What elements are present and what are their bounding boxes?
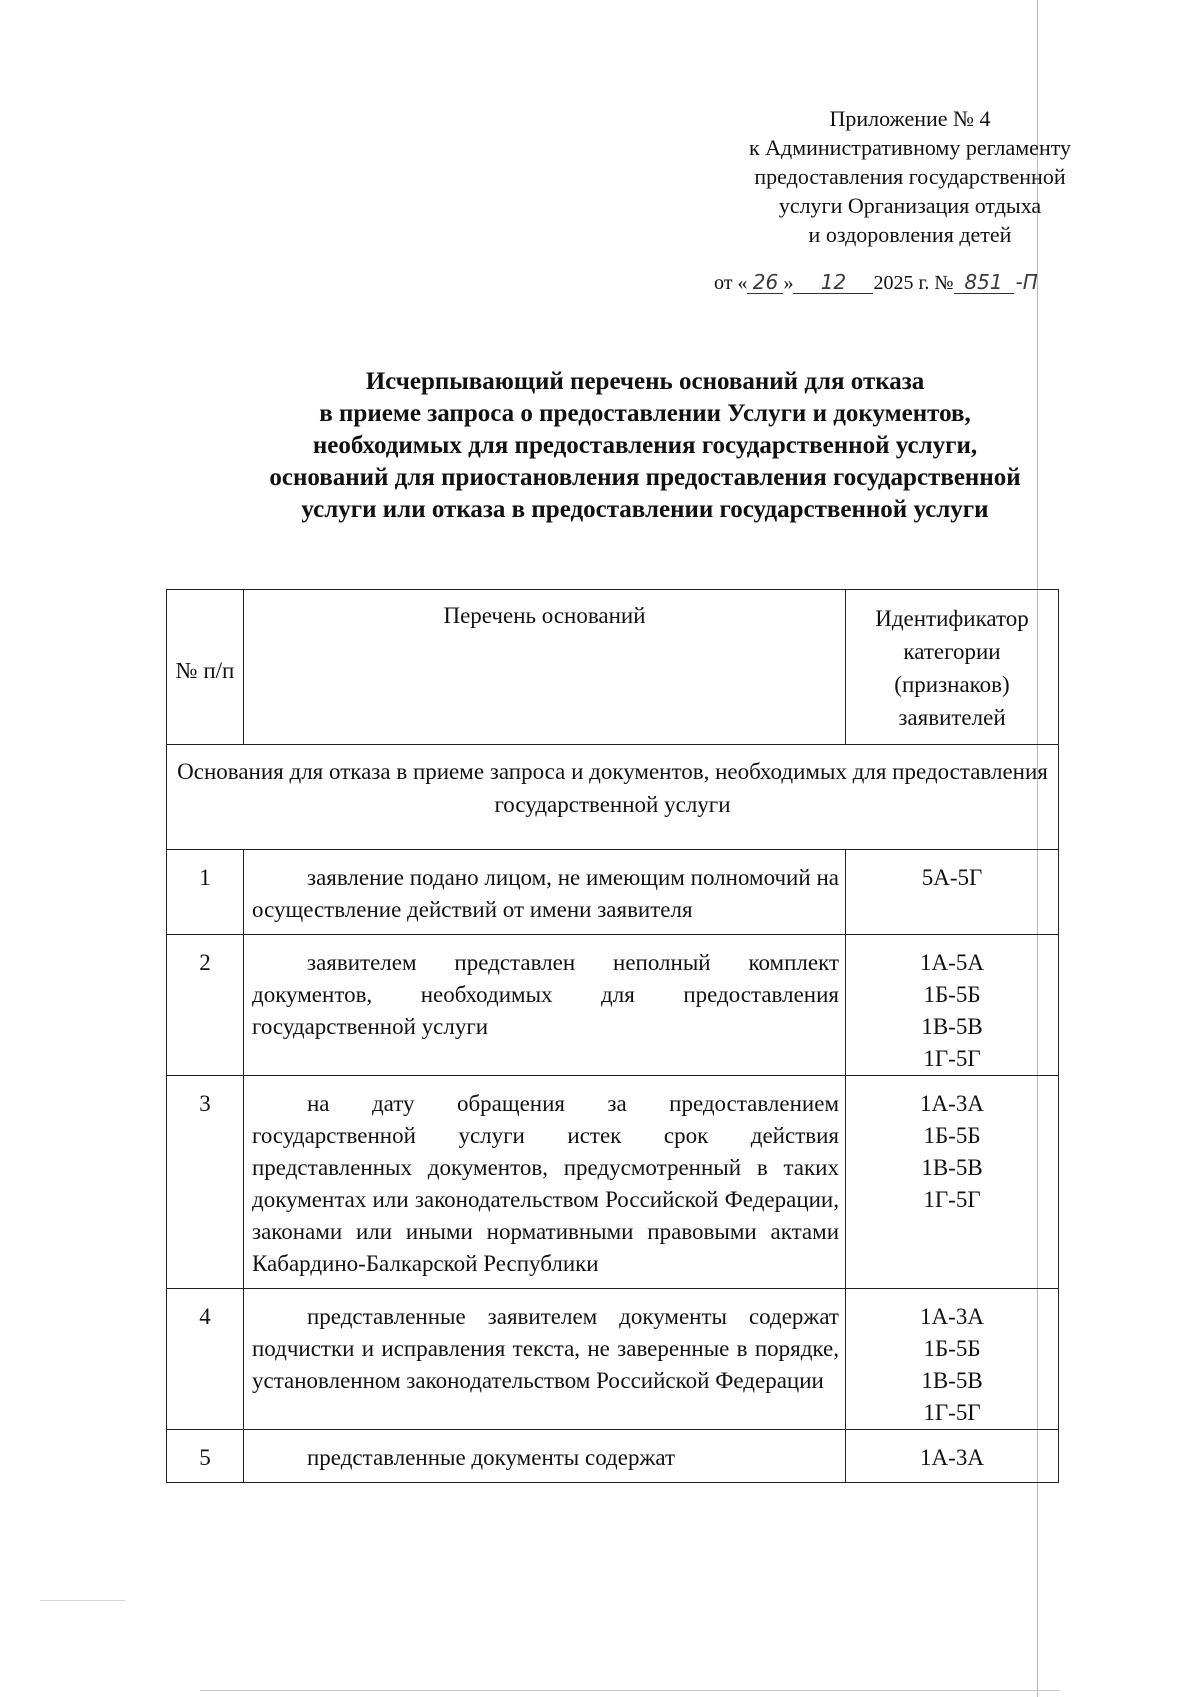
row-number: 2 — [167, 935, 244, 1076]
header-grounds: Перечень оснований — [244, 590, 846, 745]
section-title: Основания для отказа в приеме запроса и документов, необходимых для предоставления государственной услуги — [167, 745, 1059, 850]
category-id: 1В-5В — [921, 1368, 983, 1393]
row-ground-text: заявление подано лицом, не имеющим полномочий на осуществление действий от имени заявителя — [244, 850, 846, 935]
row-category-ids — [846, 1289, 1059, 1430]
appendix-header — [720, 104, 1100, 249]
category-id: 1Г-5Г — [923, 1187, 981, 1212]
row-number: 1 — [167, 850, 244, 935]
document-date-line — [714, 270, 1038, 295]
table-row — [167, 1076, 1059, 1289]
header-category-id: Идентификатор категории (признаков) заявителей — [846, 590, 1059, 745]
row-number: 3 — [167, 1076, 244, 1289]
category-id: 1Б-5Б — [923, 1336, 981, 1361]
title-line: Исчерпывающий перечень оснований для отказа — [365, 368, 925, 395]
title-line: в приеме запроса о предоставлении Услуги и документов, — [319, 400, 971, 427]
category-id: 1В-5В — [921, 1014, 983, 1039]
row-ground-text: представленные заявителем документы содержат подчистки и исправления текста, не заверенные в порядке, установленном законодательством Российской Федерации — [244, 1289, 846, 1430]
row-category-ids — [846, 1076, 1059, 1289]
category-id: 1А-5А — [920, 950, 984, 975]
scan-mark — [40, 1600, 125, 1601]
category-id: 1Б-5Б — [923, 1123, 981, 1148]
category-id: 5А-5Г — [921, 865, 983, 890]
document-title — [180, 366, 1110, 526]
row-number: 4 — [167, 1289, 244, 1430]
table-row — [167, 1289, 1059, 1430]
category-id: 1В-5В — [921, 1155, 983, 1180]
row-ground-text: заявителем представлен неполный комплект документов, необходимых для предоставления государственной услуги — [244, 935, 846, 1076]
category-id: 1А-3А — [920, 1091, 984, 1116]
category-id: 1Г-5Г — [923, 1400, 981, 1425]
title-line: услуги или отказа в предоставлении государственной услуги — [301, 496, 989, 523]
category-id: 1Г-5Г — [923, 1046, 981, 1071]
handwritten-day: 26 — [747, 271, 783, 294]
header-number: № п/п — [167, 590, 244, 745]
category-id: 1А-3А — [920, 1445, 984, 1470]
scan-bottom-line — [200, 1690, 1060, 1691]
section-row — [167, 745, 1059, 850]
table-row — [167, 850, 1059, 935]
row-ground-text: на дату обращения за предоставлением государственной услуги истек срок действия представленных документов, предусмотренный в таких документах или законодательством Российской Федерации, законами или иными нормативными правовыми актами Кабардино-Балкарской Республики — [244, 1076, 846, 1289]
date-prefix: от « — [714, 272, 748, 294]
title-line: оснований для приостановления предоставления государственной — [269, 464, 1021, 491]
title-line: необходимых для предоставления государственной услуги, — [312, 432, 978, 459]
table-row — [167, 935, 1059, 1076]
row-category-ids — [846, 850, 1059, 935]
date-year: 2025 г. № — [873, 272, 954, 294]
row-number: 5 — [167, 1430, 244, 1483]
row-category-ids — [846, 935, 1059, 1076]
table-header-row — [167, 590, 1059, 745]
handwritten-month: 12 — [793, 271, 873, 294]
category-id: 1А-3А — [920, 1304, 984, 1329]
appendix-line: предоставления государственной — [754, 164, 1066, 189]
table-row — [167, 1430, 1059, 1483]
handwritten-number: 851 — [954, 271, 1014, 294]
date-quote: » — [783, 272, 794, 294]
handwritten-suffix: -П — [1015, 270, 1038, 294]
appendix-line: Приложение № 4 — [829, 106, 991, 131]
row-ground-text: представленные документы содержат — [244, 1430, 846, 1483]
grounds-table — [166, 589, 1059, 1483]
category-id: 1Б-5Б — [923, 982, 981, 1007]
appendix-line: и оздоровления детей — [808, 222, 1012, 247]
row-category-ids — [846, 1430, 1059, 1483]
appendix-line: к Административному регламенту — [748, 135, 1072, 160]
appendix-line: услуги Организация отдыха — [778, 193, 1042, 218]
